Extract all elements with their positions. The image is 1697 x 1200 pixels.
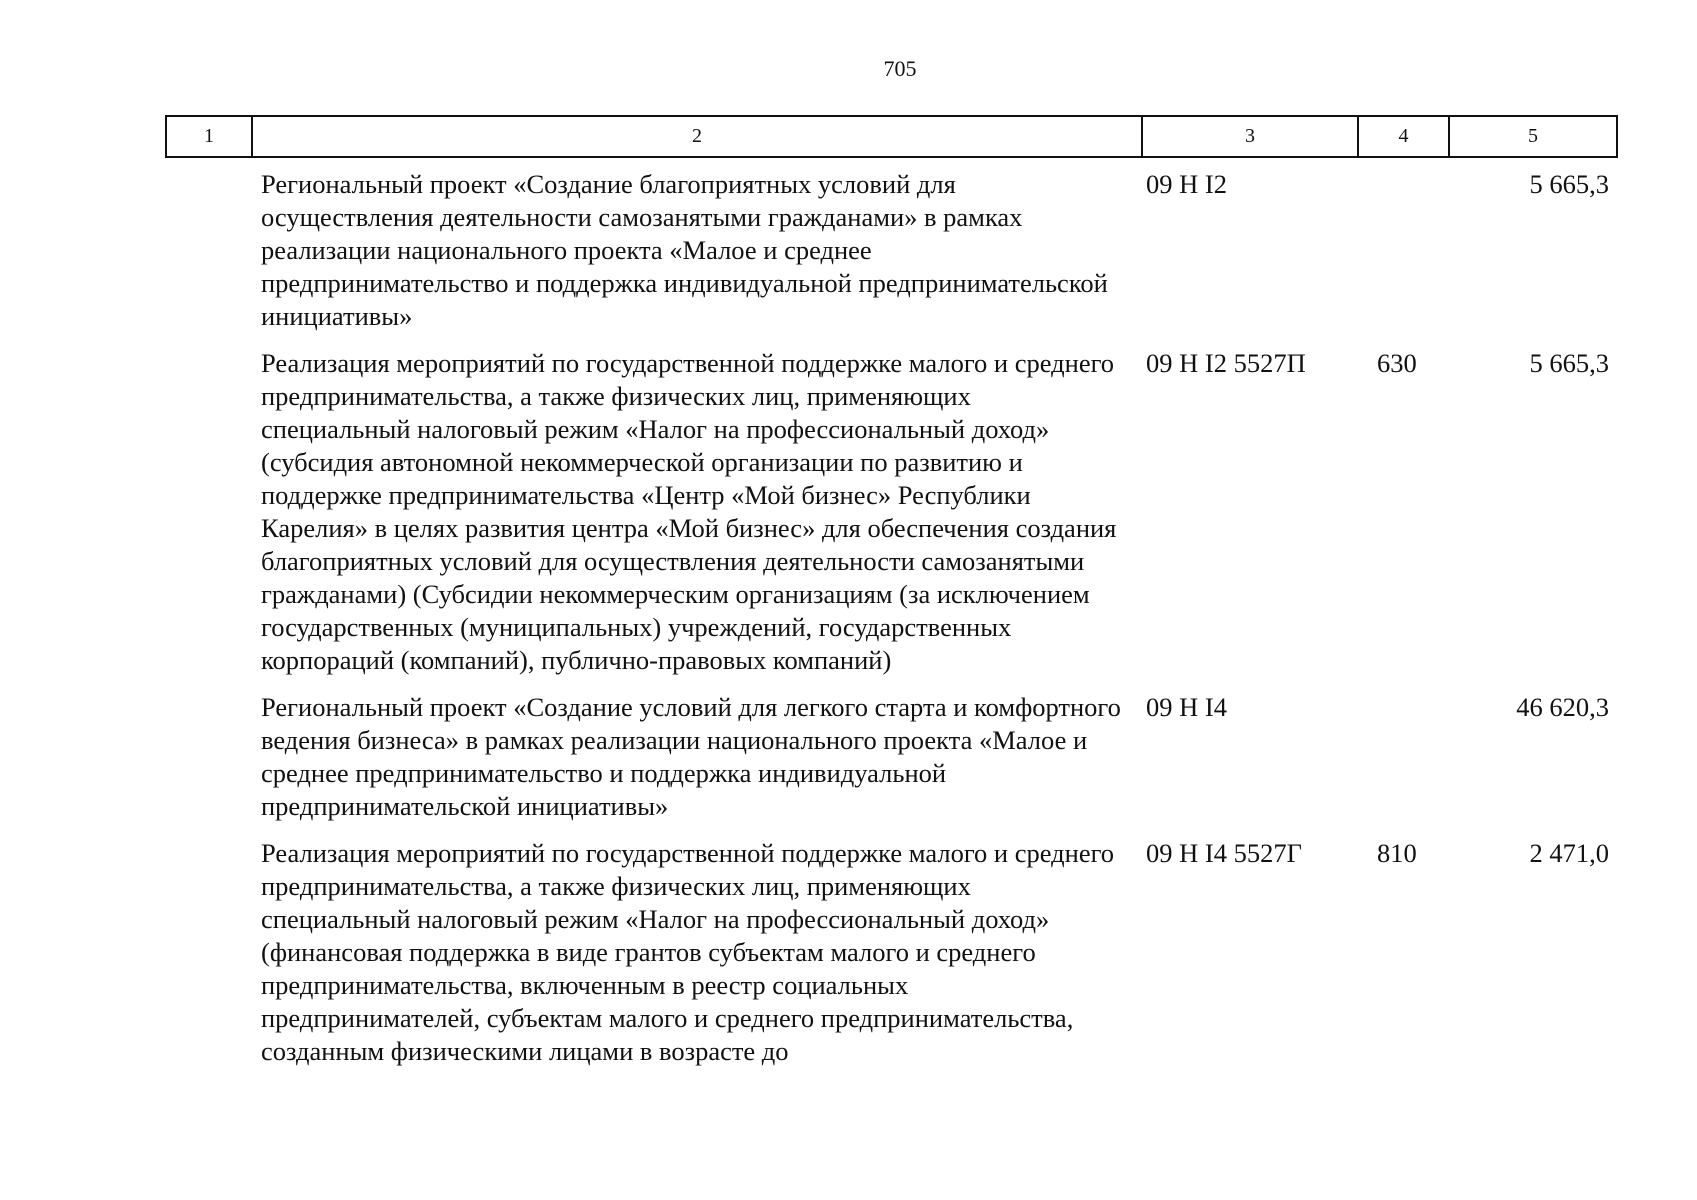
header-col-3: 3 [1143,117,1359,156]
page-number: 705 [883,56,917,81]
row-type: 630 [1377,348,1417,378]
header-col-4: 4 [1359,117,1450,156]
row-amount: 2 471,0 [1529,838,1609,868]
table-row [0,347,1697,677]
table-row [0,691,1697,823]
row-amount: 5 665,3 [1529,169,1609,199]
table-header [165,115,1618,158]
row-code: 09 Н I4 [1146,692,1227,722]
row-amount: 46 620,3 [1516,692,1609,722]
row-description: Реализация мероприятий по государственной поддержке малого и среднего предпринимательства, а также физических лиц, применяющих специальный налоговый режим «Налог на профессиональный доход» (финансовая поддержка в виде грантов субъектам малого и среднего предпринимательства, включенным в реестр социальных предпринимателей, субъектам малого и среднего предпринимательства, созданным физическими лицами в возрасте до [261,838,1115,1066]
table-row [0,168,1697,333]
header-col-1: 1 [167,117,253,156]
row-description: Реализация мероприятий по государственной поддержке малого и среднего предпринимательства, а также физических лиц, применяющих специальный налоговый режим «Налог на профессиональный доход» (субсидия автономной некоммерческой организации по развитию и поддержке предпринимательства «Центр «Мой бизнес» Республики Карелия» в целях развития центра «Мой бизнес» для обеспечения создания благоприятных условий для осуществления деятельности самозанятыми гражданами) (Субсидии некоммерческим организациям (за исключением государственных (муниципальных) учреждений, государственных корпораций (компаний), публично-правовых компаний) [261,348,1117,675]
header-col-5: 5 [1528,125,1538,147]
row-type: 810 [1377,838,1417,868]
header-col-2: 2 [253,117,1143,156]
row-description: Региональный проект «Создание условий для легкого старта и комфортного ведения бизнеса» в рамках реализации национального проекта «Малое и среднее предпринимательство и поддержка индивидуальной предпринимательской инициативы» [261,692,1121,821]
row-amount: 5 665,3 [1529,348,1609,378]
row-code: 09 Н I2 [1146,169,1227,199]
table-row [0,837,1697,1068]
row-description: Региональный проект «Создание благоприятных условий для осуществления деятельности самозанятыми гражданами» в рамках реализации национального проекта «Малое и среднее предпринимательство и поддержка индивидуальной предпринимательской инициативы» [261,169,1108,331]
row-code: 09 Н I4 5527Г [1146,838,1302,868]
row-code: 09 Н I2 5527П [1146,348,1306,378]
table-body [0,168,1697,1082]
